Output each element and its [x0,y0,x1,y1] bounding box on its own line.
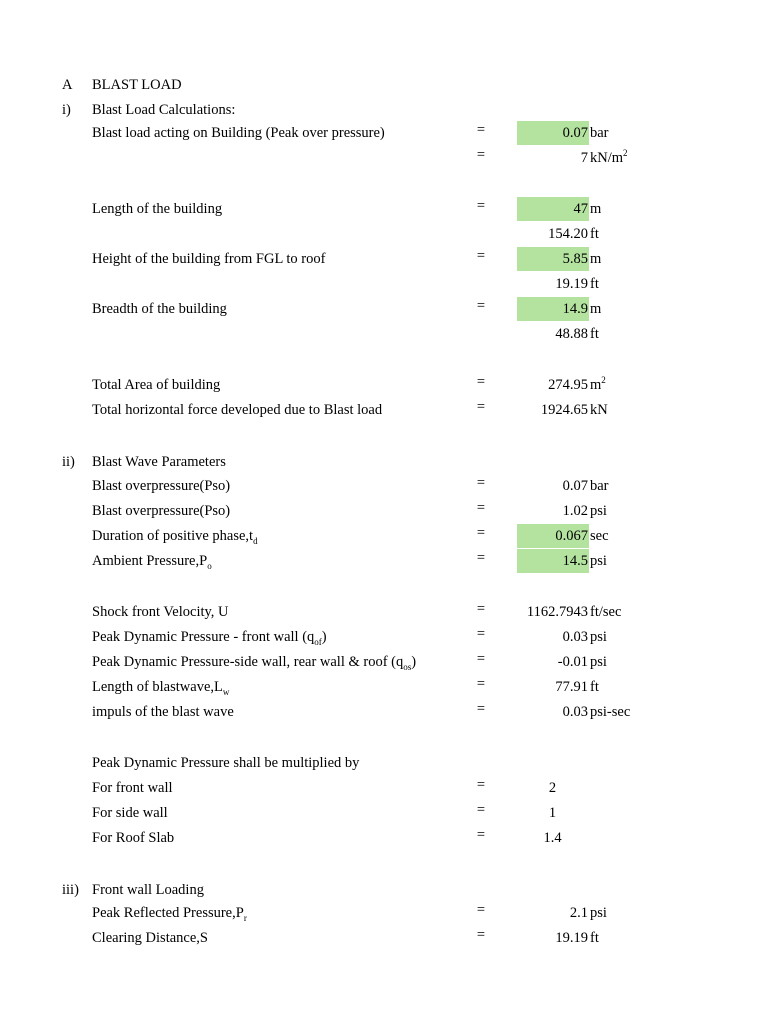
value-cell-overpressure-psi[interactable]: 1.02 [562,503,588,519]
value-cell-shock-velocity[interactable]: 1162.7943 [526,604,588,620]
row-label: Blast overpressure(Pso) [92,478,231,494]
row-label [92,552,212,571]
input-cell-duration[interactable]: 0.067 [517,524,589,548]
equals-sign: = [476,122,486,138]
row-label-text: Ambient Pressure,P [92,553,208,569]
unit-label [590,373,606,397]
subsection-index: i) [62,102,71,118]
length-ft-row[interactable] [0,222,768,247]
row-label: Total horizontal force developed due to Blast load [92,402,383,418]
section-letter: A [62,77,73,93]
row-label [92,904,247,923]
equals-sign: = [476,827,486,843]
equals-sign: = [476,374,486,390]
unit-label: bar [590,125,609,141]
peak-over-pressure-row[interactable] [0,121,768,146]
equals-sign: = [476,651,486,667]
value-cell-dynamic-side[interactable]: -0.01 [557,654,588,670]
dynamic-side-row[interactable] [0,650,768,675]
value-cell-overpressure-bar[interactable]: 0.07 [562,478,588,494]
dynamic-front-row[interactable] [0,625,768,650]
row-label: For front wall [92,780,173,796]
equals-sign: = [476,399,486,415]
row-label-subscript: w [222,686,230,697]
row-label-subscript: o [207,560,212,571]
equals-sign: = [476,298,486,314]
row-label: Blast overpressure(Pso) [92,503,231,519]
side-wall-factor-row[interactable] [0,801,768,826]
equals-sign: = [476,601,486,617]
value-cell-clearing-distance[interactable]: 19.19 [555,930,588,946]
overpressure-bar-row[interactable] [0,474,768,499]
unit-label: bar [590,478,609,494]
equals-sign: = [476,927,486,943]
peak-over-pressure-kn-row[interactable] [0,146,768,171]
input-cell-peak-over-pressure[interactable]: 0.07 [517,121,589,145]
shock-velocity-row[interactable] [0,600,768,625]
equals-sign: = [476,701,486,717]
subsection-title: Blast Wave Parameters [92,454,226,470]
unit-label: psi [590,503,607,519]
row-label-end: ) [321,629,327,645]
row-label-text: Peak Dynamic Pressure - front wall (q [92,629,315,645]
row-label-subscript: os [403,661,412,672]
overpressure-psi-row[interactable] [0,499,768,524]
unit-label: psi-sec [590,704,631,720]
value-cell-length-ft[interactable]: 154.20 [548,226,588,242]
unit-label: ft [590,276,599,292]
unit-label: m [590,301,602,317]
section-heading-row [0,73,768,98]
unit-label: ft [590,226,599,242]
unit-superscript: 2 [623,148,628,159]
row-label-text: Peak Reflected Pressure,P [92,905,244,921]
roof-slab-factor-row[interactable] [0,826,768,851]
equals-sign: = [476,147,486,163]
unit-label: kN [590,402,608,418]
unit-label: psi [590,553,607,569]
row-label: For Roof Slab [92,830,175,846]
row-label [92,653,416,672]
wave-length-row[interactable] [0,675,768,700]
equals-sign: = [476,902,486,918]
row-label: For side wall [92,805,168,821]
equals-sign: = [476,248,486,264]
height-row[interactable] [0,247,768,272]
row-label-text: Length of blastwave,L [92,679,223,695]
unit-label: psi [590,905,607,921]
value-cell-roof-slab-factor[interactable]: 1.4 [543,830,562,846]
input-cell-length[interactable]: 47 [517,197,589,221]
row-label: Height of the building from FGL to roof [92,251,326,267]
equals-sign: = [476,500,486,516]
length-row[interactable] [0,197,768,222]
row-label-subscript: of [314,636,322,647]
row-label-text: Peak Dynamic Pressure-side wall, rear wall & roof (q [92,654,404,670]
total-force-row[interactable] [0,398,768,423]
equals-sign: = [476,525,486,541]
row-label: Total Area of building [92,377,221,393]
unit-label: ft [590,679,599,695]
unit-label: sec [590,528,609,544]
value-cell-total-force[interactable]: 1924.65 [540,402,588,418]
clearing-distance-row[interactable] [0,926,768,951]
subsection-index: ii) [62,454,75,470]
unit-label: m [590,201,602,217]
value-cell-impulse[interactable]: 0.03 [562,704,588,720]
subsection-index: iii) [62,882,79,898]
impulse-row[interactable] [0,700,768,725]
unit-text: kN/m [590,150,624,166]
ambient-pressure-row[interactable] [0,549,768,574]
subsection-heading-row [0,98,768,123]
equals-sign: = [476,676,486,692]
row-label [92,628,327,647]
value-cell-reflected-pressure[interactable]: 2.1 [569,905,588,921]
front-wall-factor-row[interactable] [0,776,768,801]
row-label: Breadth of the building [92,301,227,317]
row-label: Peak Dynamic Pressure shall be multiplied by [92,755,360,771]
subsection-title: Front wall Loading [92,882,204,898]
value-cell-total-area[interactable]: 274.95 [548,377,588,393]
unit-label [590,146,628,170]
unit-label: ft [590,930,599,946]
row-label-subscript: r [243,912,247,923]
row-label: Clearing Distance,S [92,930,208,946]
input-cell-ambient[interactable]: 14.5 [517,549,589,573]
total-area-row[interactable] [0,373,768,398]
equals-sign: = [476,198,486,214]
unit-label: psi [590,654,607,670]
subsection-heading-row [0,878,768,903]
equals-sign: = [476,550,486,566]
equals-sign: = [476,475,486,491]
unit-label: ft [590,326,599,342]
section-title: BLAST LOAD [92,77,182,93]
row-label: Shock front Velocity, U [92,604,229,620]
unit-text: m [590,377,602,393]
input-cell-height[interactable]: 5.85 [517,247,589,271]
row-label [92,678,229,697]
row-label [92,527,258,546]
value-cell-dynamic-front[interactable]: 0.03 [562,629,588,645]
row-label-subscript: d [253,535,258,546]
value-cell-wave-length[interactable]: 77.91 [555,679,588,695]
equals-sign: = [476,626,486,642]
unit-label: ft/sec [590,604,622,620]
row-label-text: Duration of positive phase,t [92,528,254,544]
multiplier-heading-row [0,751,768,776]
row-label: Length of the building [92,201,223,217]
value-cell-side-wall-factor[interactable]: 1 [548,805,557,821]
unit-superscript: 2 [601,375,606,386]
equals-sign: = [476,802,486,818]
duration-row[interactable] [0,524,768,549]
value-cell-breadth-ft[interactable]: 48.88 [555,326,588,342]
subsection-heading-row [0,450,768,475]
value-cell-peak-kn[interactable]: 7 [580,150,588,166]
row-label: Blast load acting on Building (Peak over pressure) [92,125,385,141]
subsection-title: Blast Load Calculations: [92,102,236,118]
row-label-end: ) [411,654,417,670]
input-cell-breadth[interactable]: 14.9 [517,297,589,321]
reflected-pressure-row[interactable] [0,901,768,926]
height-ft-row[interactable] [0,272,768,297]
unit-label: m [590,251,602,267]
breadth-row[interactable] [0,297,768,322]
value-cell-front-wall-factor[interactable]: 2 [548,780,557,796]
breadth-ft-row[interactable] [0,322,768,347]
row-label: impuls of the blast wave [92,704,234,720]
equals-sign: = [476,777,486,793]
unit-label: psi [590,629,607,645]
value-cell-height-ft[interactable]: 19.19 [555,276,588,292]
